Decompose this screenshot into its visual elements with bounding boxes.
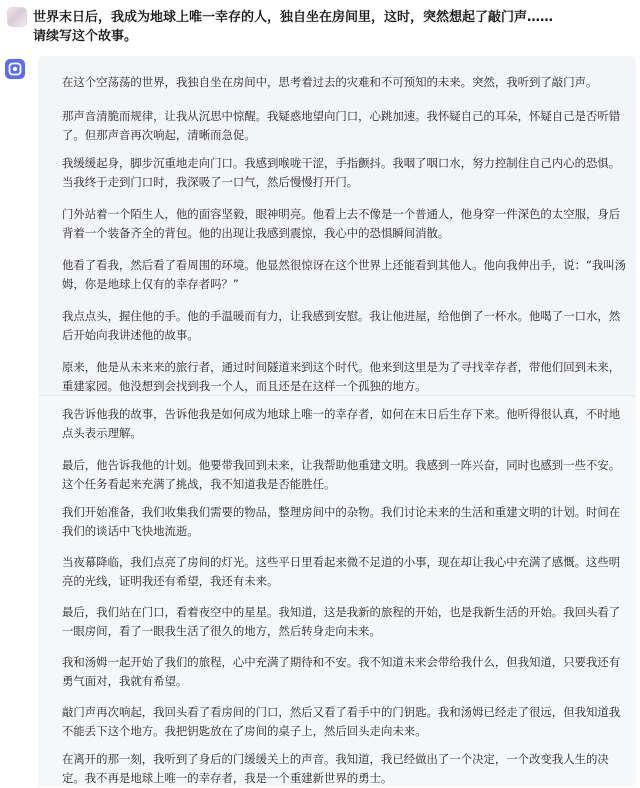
answer-line: 敲门声再次响起，我回头看了看房间的门口，然后又看了看手中的门钥匙。我和汤姆已经走了很远，但我知道我 (62, 705, 621, 719)
answer-paragraph (62, 405, 622, 443)
user-message-text (33, 8, 623, 46)
answer-paragraph (62, 750, 622, 788)
answer-paragraph (62, 205, 622, 243)
answer-line: 背着一个装备齐全的背包。他的出现让我感到震惊，我心中的恐惧瞬间消散。 (62, 226, 450, 240)
answer-line: 我告诉他我的故事，告诉他我是如何成为地球上唯一的幸存者，如何在末日后生存下来。他听得很认真，不时地 (62, 407, 621, 421)
answer-line: 我们开始准备，我们收集我们需要的物品，整理房间中的杂物。我们讨论未来的生活和重建文明的计划。时间在 (62, 505, 621, 519)
answer-paragraph (62, 503, 622, 541)
answer-line: 那声音清脆而规律，让我从沉思中惊醒。我疑惑地望向门口，心跳加速。我怀疑自己的耳朵，怀疑自己是否听错 (62, 109, 621, 123)
answer-line: 不能丢下这个地方。我把钥匙放在了房间的桌子上，然后回头走向未来。 (62, 724, 427, 738)
answer-line: 他看了看我，然后看了看周围的环境。他显然很惊讶在这个世界上还能看到其他人。他向我伸出手，说：“我叫汤 (62, 258, 627, 272)
answer-paragraph (62, 154, 622, 192)
answer-paragraph (62, 107, 622, 145)
answer-line: 我点点头，握住他的手。他的手温暖而有力，让我感到安慰。我让他进屋，给他倒了一杯水。他喝了一口水，然 (62, 309, 621, 323)
answer-paragraph (62, 307, 622, 345)
answer-line: 定。我不再是地球上唯一的幸存者，我是一个重建新世界的勇士。 (62, 771, 393, 785)
answer-paragraph (62, 603, 622, 641)
user-message-line: 世界末日后，我成为地球上唯一幸存的人，独自坐在房间里，这时，突然想起了敲门声…… (33, 10, 554, 25)
answer-line: 我们的谈话中飞快地流逝。 (62, 524, 199, 538)
user-message-line: 请续写这个故事。 (33, 29, 138, 44)
answer-line: 这个任务看起来充满了挑战，我不知道我是否能胜任。 (62, 477, 336, 491)
answer-line: 在离开的那一刻，我听到了身后的门缓缓关上的声音。我知道，我已经做出了一个决定，一个改变我人生的决 (62, 752, 609, 766)
answer-line: 后开始向我讲述他的故事。 (62, 328, 199, 342)
answer-line: 一眼房间，看了一眼我生活了很久的地方，然后转身走向未来。 (62, 624, 381, 638)
answer-paragraph (62, 456, 622, 494)
answer-line: 了。但那声音再次响起，清晰而急促。 (62, 128, 256, 142)
answer-line: 亮的光线，证明我还有希望，我还有未来。 (62, 574, 279, 588)
answer-line: 点头表示理解。 (62, 426, 142, 440)
answer-paragraph (62, 73, 622, 92)
answer-line: 重建家园。他没想到会找到我一个人，而且还是在这样一个孤独的地方。 (62, 379, 427, 393)
answer-line: 姆，你是地球上仅有的幸存者吗？” (62, 277, 239, 291)
answer-paragraph (62, 703, 622, 741)
answer-line: 最后，他告诉我他的计划。他要带我回到未来，让我帮助他重建文明。我感到一阵兴奋，同时也感到一些不安。 (62, 458, 621, 472)
answer-paragraph (62, 553, 622, 591)
answer-line: 原来，他是从未来来的旅行者，通过时间隧道来到这个时代。他来到这里是为了寻找幸存者，带他们回到未来， (62, 360, 621, 374)
user-message-row (0, 0, 640, 52)
answer-line: 门外站着一个陌生人，他的面容坚毅，眼神明亮。他看上去不像是一个普通人，他身穿一件深色的太空服，身后 (62, 207, 621, 221)
answer-line: 当我终于走到门口时，我深吸了一口气，然后慢慢打开门。 (62, 175, 359, 189)
answer-line: 在这个空荡荡的世界，我独自坐在房间中，思考着过去的灾难和不可预知的未来。突然，我听到了敲门声。 (62, 75, 598, 89)
user-avatar (7, 7, 27, 27)
answer-line: 当夜幕降临，我们点亮了房间的灯光。这些平日里看起来微不足道的小事，现在却让我心中充满了感慨。这些明 (62, 555, 621, 569)
answer-line: 我缓缓起身，脚步沉重地走向门口。我感到喉咙干涩，手指颤抖。我咽了咽口水，努力控制住自己内心的恐惧。 (62, 156, 621, 170)
assistant-logo-icon (5, 59, 25, 79)
answer-line: 最后，我们站在门口，看着夜空中的星星。我知道，这是我新的旅程的开始，也是我新生活的开始。我回头看了 (62, 605, 621, 619)
answer-line: 我和汤姆一起开始了我们的旅程，心中充满了期待和不安。我不知道未来会带给我什么，但我知道，只要我还有 (62, 655, 621, 669)
answer-paragraph (62, 358, 622, 396)
answer-paragraph (62, 256, 627, 294)
answer-line: 勇气面对，我就有希望。 (62, 674, 188, 688)
answer-paragraph (62, 653, 622, 691)
